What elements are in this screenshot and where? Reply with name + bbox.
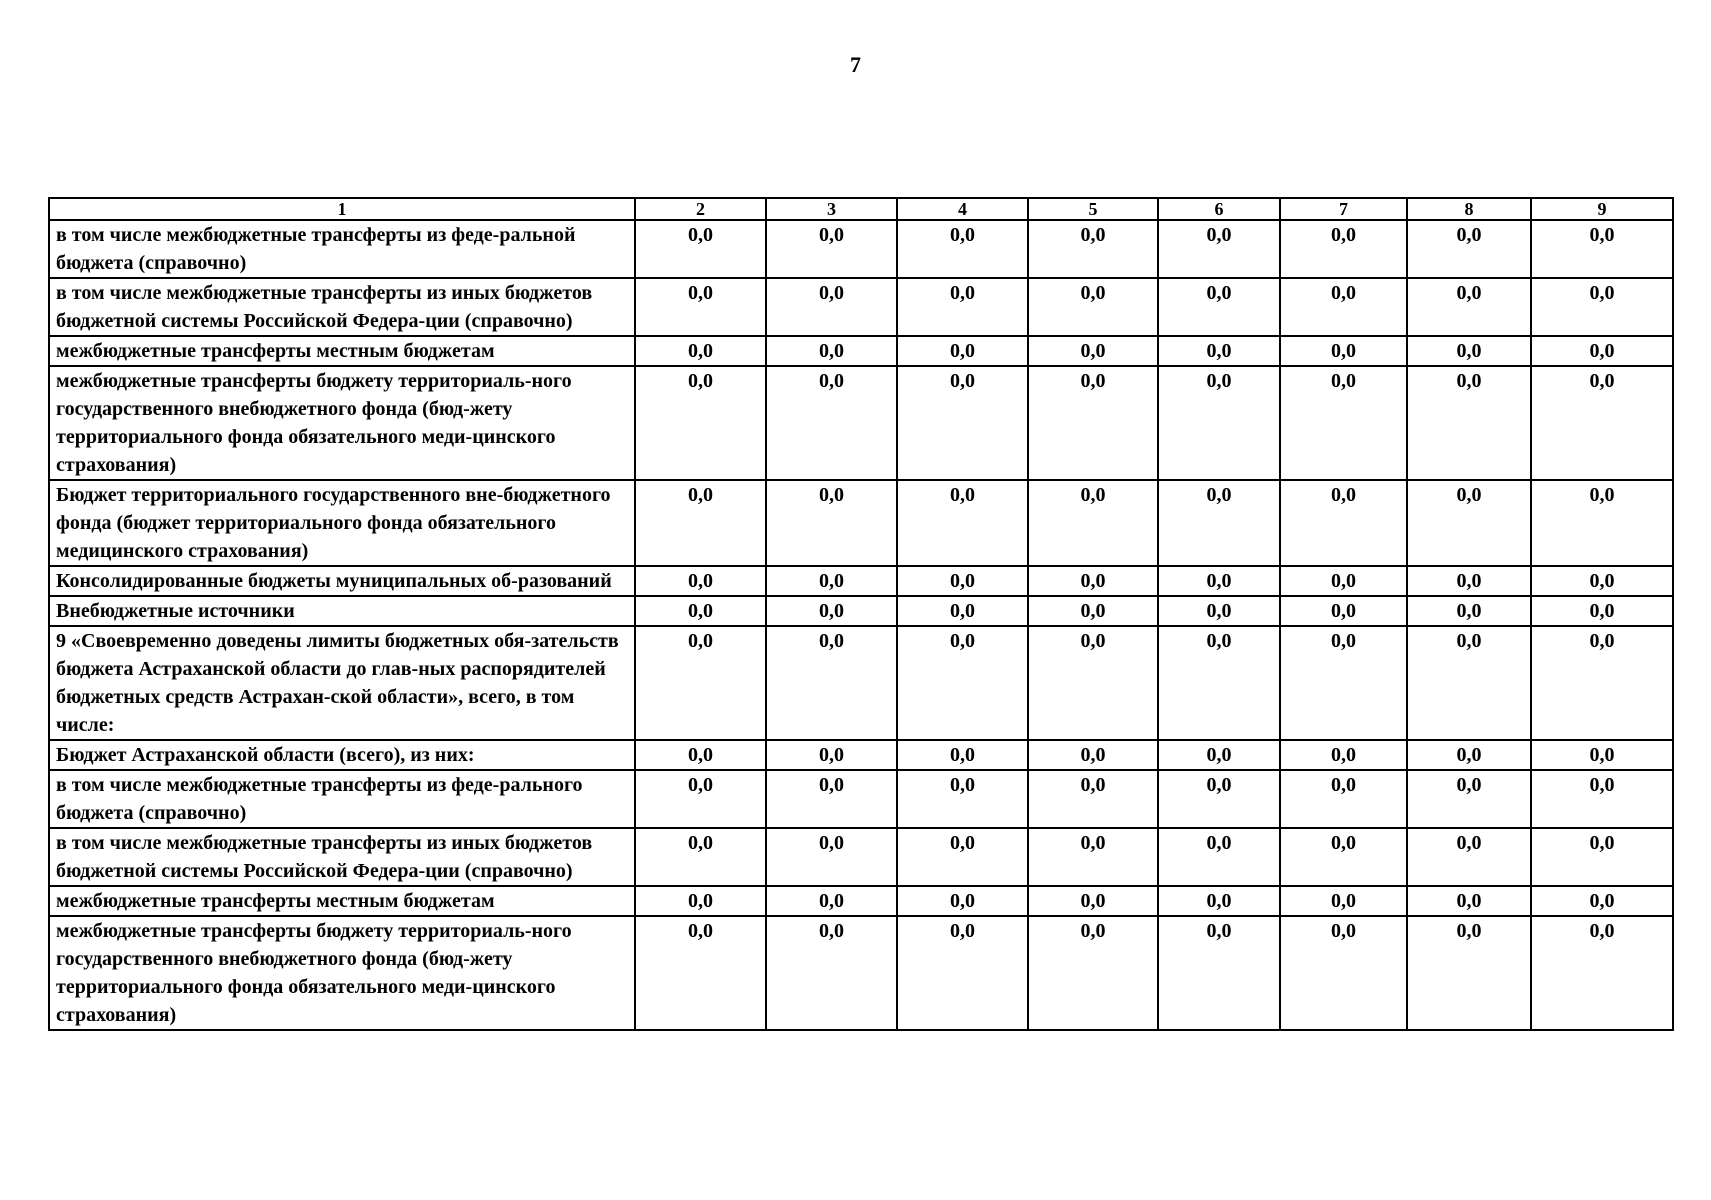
value-cell: 0,0 [766,336,897,366]
value-cell: 0,0 [1531,566,1673,596]
table-row [49,596,1673,626]
row-label: Внебюджетные источники [49,596,635,626]
table-row [49,566,1673,596]
value-cell: 0,0 [897,366,1028,480]
page-number: 7 [850,52,861,77]
row-label: межбюджетные трансферты бюджету территориаль-ного государственного внебюджетного фонда (бюд-жету территориального фонда обязательного меди-цинского страхования) [49,916,635,1030]
value-cell: 0,0 [897,886,1028,916]
table-row [49,916,1673,1030]
row-label: 9 «Своевременно доведены лимиты бюджетных обя-зательств бюджета Астраханской области до глав-ных распорядителей бюджетных средств Астрахан-ской области», всего, в том числе: [49,626,635,740]
column-header-5: 5 [1028,198,1158,220]
row-label: в том числе межбюджетные трансферты из иных бюджетов бюджетной системы Российской Федера-ции (справочно) [49,828,635,886]
value-cell: 0,0 [1407,480,1531,566]
table-row [49,366,1673,480]
value-cell: 0,0 [1280,596,1407,626]
value-cell: 0,0 [897,596,1028,626]
value-cell: 0,0 [1407,886,1531,916]
value-cell: 0,0 [1407,770,1531,828]
value-cell: 0,0 [635,278,766,336]
value-cell: 0,0 [1028,566,1158,596]
value-cell: 0,0 [1531,770,1673,828]
row-label: Консолидированные бюджеты муниципальных об-разований [49,566,635,596]
value-cell: 0,0 [897,770,1028,828]
table-row [49,278,1673,336]
value-cell: 0,0 [897,916,1028,1030]
value-cell: 0,0 [766,740,897,770]
value-cell: 0,0 [766,220,897,278]
value-cell: 0,0 [766,366,897,480]
value-cell: 0,0 [1158,886,1280,916]
value-cell: 0,0 [1531,480,1673,566]
value-cell: 0,0 [897,278,1028,336]
column-header-4: 4 [897,198,1028,220]
row-label: межбюджетные трансферты бюджету территориаль-ного государственного внебюджетного фонда (бюд-жету территориального фонда обязательного меди-цинского страхования) [49,366,635,480]
value-cell: 0,0 [1407,220,1531,278]
value-cell: 0,0 [1028,740,1158,770]
row-label: в том числе межбюджетные трансферты из иных бюджетов бюджетной системы Российской Федера-ции (справочно) [49,278,635,336]
value-cell: 0,0 [766,770,897,828]
value-cell: 0,0 [766,886,897,916]
table-row [49,886,1673,916]
value-cell: 0,0 [1531,740,1673,770]
value-cell: 0,0 [766,916,897,1030]
value-cell: 0,0 [1280,886,1407,916]
value-cell: 0,0 [1028,886,1158,916]
table-row [49,336,1673,366]
value-cell: 0,0 [1531,596,1673,626]
value-cell: 0,0 [766,480,897,566]
value-cell: 0,0 [1280,336,1407,366]
table-row [49,480,1673,566]
value-cell: 0,0 [897,336,1028,366]
value-cell: 0,0 [1158,278,1280,336]
value-cell: 0,0 [1158,828,1280,886]
value-cell: 0,0 [1531,336,1673,366]
value-cell: 0,0 [1158,916,1280,1030]
value-cell: 0,0 [1158,596,1280,626]
value-cell: 0,0 [766,566,897,596]
value-cell: 0,0 [1407,740,1531,770]
value-cell: 0,0 [1280,626,1407,740]
value-cell: 0,0 [1280,566,1407,596]
value-cell: 0,0 [1158,480,1280,566]
value-cell: 0,0 [1280,828,1407,886]
table-row [49,770,1673,828]
value-cell: 0,0 [1407,366,1531,480]
value-cell: 0,0 [635,916,766,1030]
table-body [49,198,1673,1030]
column-header-9: 9 [1531,198,1673,220]
value-cell: 0,0 [1028,916,1158,1030]
row-label: в том числе межбюджетные трансферты из феде-рального бюджета (справочно) [49,770,635,828]
table-row [49,740,1673,770]
value-cell: 0,0 [897,566,1028,596]
column-header-3: 3 [766,198,897,220]
value-cell: 0,0 [1280,740,1407,770]
value-cell: 0,0 [1028,596,1158,626]
value-cell: 0,0 [897,626,1028,740]
value-cell: 0,0 [1531,916,1673,1030]
value-cell: 0,0 [635,366,766,480]
value-cell: 0,0 [1407,278,1531,336]
value-cell: 0,0 [1407,828,1531,886]
value-cell: 0,0 [1028,770,1158,828]
value-cell: 0,0 [1280,770,1407,828]
value-cell: 0,0 [1531,886,1673,916]
value-cell: 0,0 [635,828,766,886]
value-cell: 0,0 [766,278,897,336]
value-cell: 0,0 [1280,278,1407,336]
value-cell: 0,0 [1280,220,1407,278]
row-label: межбюджетные трансферты местным бюджетам [49,336,635,366]
value-cell: 0,0 [1280,480,1407,566]
row-label: Бюджет Астраханской области (всего), из них: [49,740,635,770]
table-row [49,828,1673,886]
value-cell: 0,0 [1158,220,1280,278]
value-cell: 0,0 [1407,916,1531,1030]
value-cell: 0,0 [635,740,766,770]
value-cell: 0,0 [1407,336,1531,366]
value-cell: 0,0 [1028,828,1158,886]
value-cell: 0,0 [1158,366,1280,480]
column-header-2: 2 [635,198,766,220]
value-cell: 0,0 [1158,740,1280,770]
value-cell: 0,0 [1407,596,1531,626]
table-row [49,626,1673,740]
value-cell: 0,0 [635,770,766,828]
value-cell: 0,0 [897,740,1028,770]
value-cell: 0,0 [897,480,1028,566]
value-cell: 0,0 [635,566,766,596]
value-cell: 0,0 [897,828,1028,886]
value-cell: 0,0 [1531,828,1673,886]
value-cell: 0,0 [1531,220,1673,278]
row-label: Бюджет территориального государственного вне-бюджетного фонда (бюджет территориального фонда обязательного медицинского страхования) [49,480,635,566]
value-cell: 0,0 [1531,278,1673,336]
value-cell: 0,0 [1028,336,1158,366]
value-cell: 0,0 [1158,626,1280,740]
row-label: межбюджетные трансферты местным бюджетам [49,886,635,916]
value-cell: 0,0 [1158,770,1280,828]
value-cell: 0,0 [635,220,766,278]
value-cell: 0,0 [1531,366,1673,480]
column-header-1: 1 [49,198,635,220]
table-row [49,220,1673,278]
budget-table [48,197,1674,1031]
value-cell: 0,0 [766,596,897,626]
value-cell: 0,0 [1028,278,1158,336]
value-cell: 0,0 [1280,916,1407,1030]
value-cell: 0,0 [1280,366,1407,480]
value-cell: 0,0 [1407,566,1531,596]
column-header-7: 7 [1280,198,1407,220]
value-cell: 0,0 [635,626,766,740]
value-cell: 0,0 [1158,566,1280,596]
value-cell: 0,0 [1028,480,1158,566]
value-cell: 0,0 [766,626,897,740]
value-cell: 0,0 [635,480,766,566]
value-cell: 0,0 [1158,336,1280,366]
row-label: в том числе межбюджетные трансферты из феде-ральной бюджета (справочно) [49,220,635,278]
value-cell: 0,0 [1028,626,1158,740]
value-cell: 0,0 [766,828,897,886]
column-header-6: 6 [1158,198,1280,220]
value-cell: 0,0 [1407,626,1531,740]
value-cell: 0,0 [897,220,1028,278]
value-cell: 0,0 [635,336,766,366]
column-header-8: 8 [1407,198,1531,220]
table-header-row [49,198,1673,220]
value-cell: 0,0 [1028,366,1158,480]
value-cell: 0,0 [1531,626,1673,740]
value-cell: 0,0 [635,596,766,626]
value-cell: 0,0 [1028,220,1158,278]
value-cell: 0,0 [635,886,766,916]
